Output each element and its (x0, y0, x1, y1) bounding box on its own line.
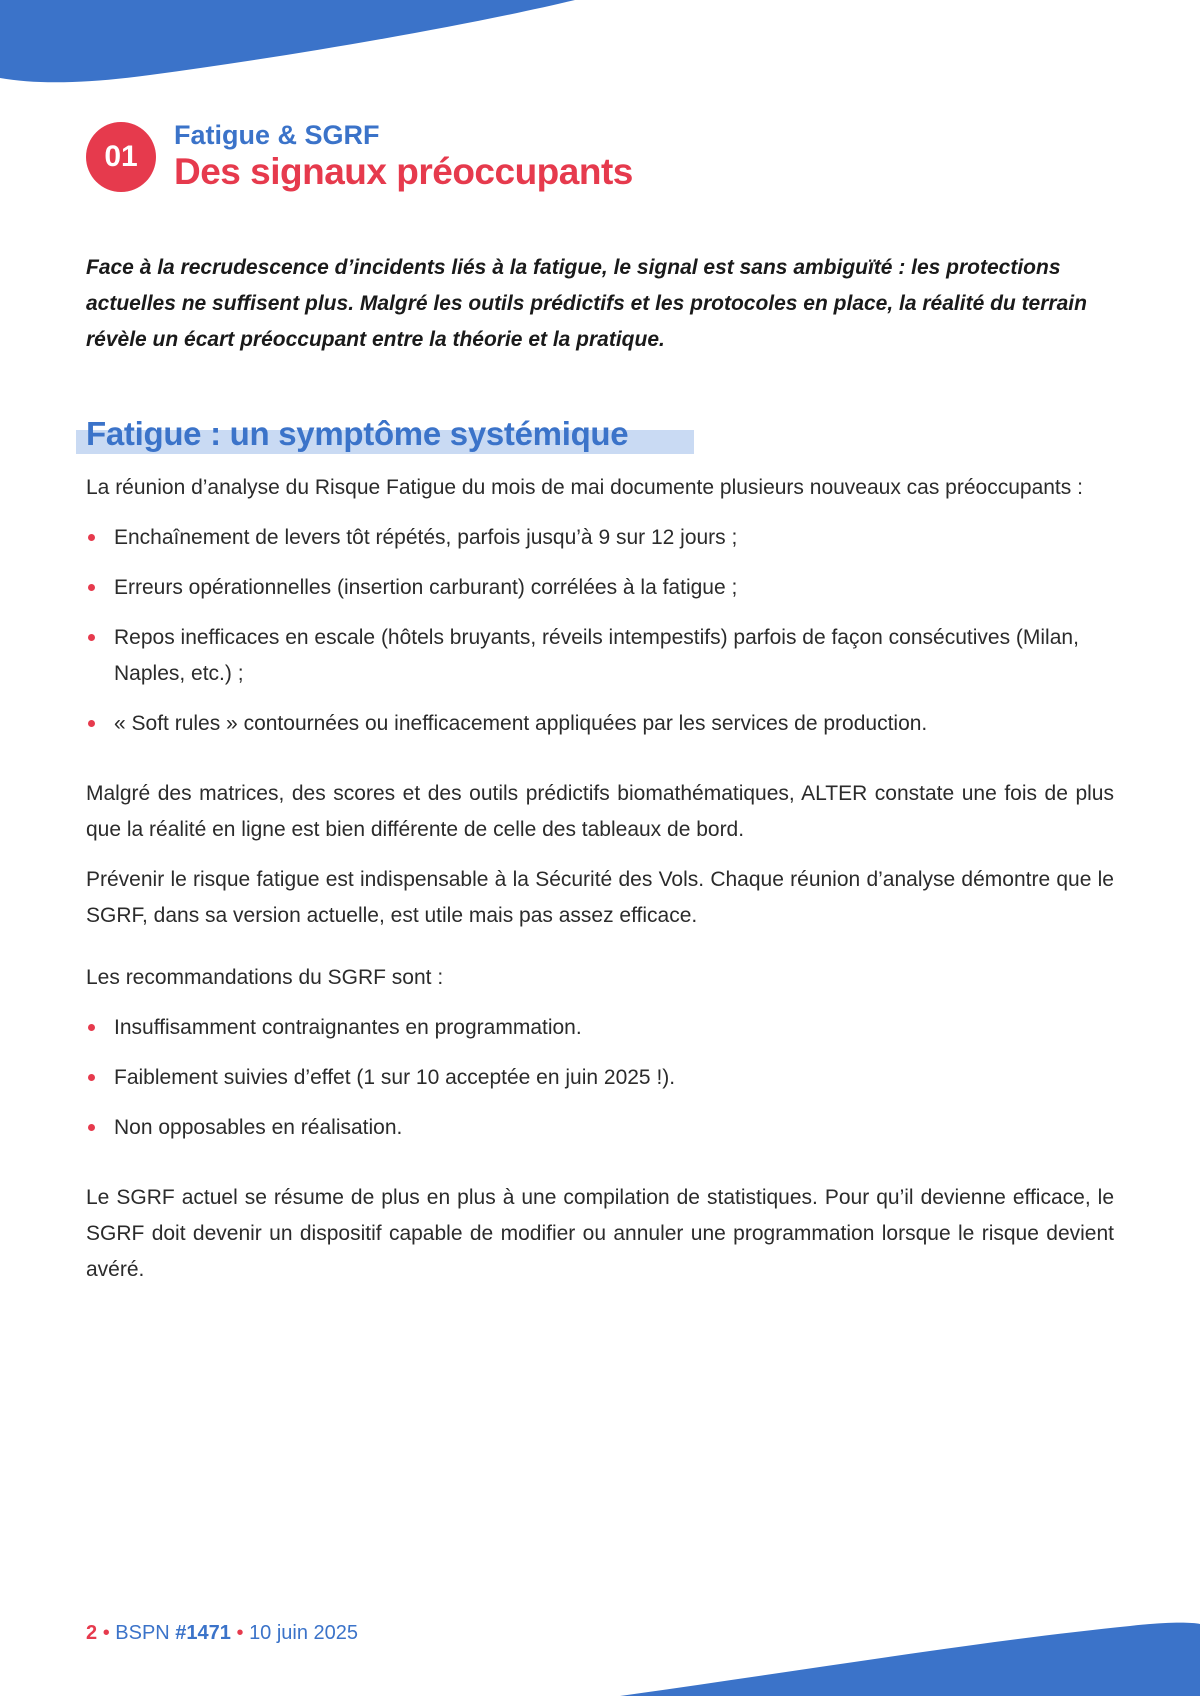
bullet-icon (88, 1074, 95, 1081)
list-item (86, 1010, 1114, 1046)
paragraph-conclusion: Le SGRF actuel se résume de plus en plus à une compilation de statistiques. Pour qu’il devienne efficace, le SGRF doit devenir un dispositif capable de modifier ou annuler une programmation lorsque le risque devient avéré. (86, 1186, 1114, 1281)
list-item (86, 570, 1114, 606)
issue-number: #1471 (175, 1622, 231, 1644)
top-wave-decoration (0, 0, 1200, 90)
bullet-icon (88, 1124, 95, 1131)
paragraph-recommendations-intro: Les recommandations du SGRF sont : (86, 966, 444, 989)
paragraph-prevention: Prévenir le risque fatigue est indispensable à la Sécurité des Vols. Chaque réunion d’analyse démontre que le SGRF, dans sa version actuelle, est utile mais pas assez efficace. (86, 868, 1114, 927)
publication-name: BSPN (115, 1622, 170, 1644)
list-item (86, 706, 1114, 742)
section-number-badge: 01 (86, 122, 156, 192)
article-body (86, 470, 1114, 1302)
intro-paragraph: Face à la recrudescence d’incidents liés à la fatigue, le signal est sans ambiguïté : les protections actuelles ne suffisent plus. Malgré les outils prédictifs et les protocoles en place, la réalité du terrain révèle un écart préoccupant entre la théorie et la pratique. (86, 256, 1087, 351)
list-item-text: Erreurs opérationnelles (insertion carburant) corrélées à la fatigue ; (114, 576, 738, 599)
paragraph-cases-intro: La réunion d’analyse du Risque Fatigue du mois de mai documente plusieurs nouveaux cas préoccupants : (86, 476, 1083, 499)
section-kicker: Fatigue & SGRF (174, 120, 380, 150)
bottom-wave-decoration (0, 1616, 1200, 1696)
section-titles (174, 120, 633, 194)
separator-dot: • (236, 1622, 244, 1644)
list-item-text: « Soft rules » contournées ou inefficacement appliquées par les services de production. (114, 712, 928, 735)
list-item-text: Insuffisamment contraignantes en programmation. (114, 1016, 582, 1039)
separator-dot: • (102, 1622, 110, 1644)
list-item (86, 520, 1114, 556)
bullet-icon (88, 720, 95, 727)
list-item-text: Repos inefficaces en escale (hôtels bruyants, réveils intempestifs) parfois de façon consécutives (Milan, Naples, etc.) ; (114, 626, 1079, 685)
section-header (86, 120, 633, 194)
bullet-icon (88, 584, 95, 591)
page-title: Des signaux préoccupants (174, 151, 633, 192)
recommendations-list (86, 1010, 1114, 1146)
subheading-block (76, 412, 628, 456)
bullet-icon (88, 634, 95, 641)
list-item (86, 1060, 1114, 1096)
bullet-icon (88, 534, 95, 541)
list-item-text: Enchaînement de levers tôt répétés, parfois jusqu’à 9 sur 12 jours ; (114, 526, 738, 549)
publication-date: 10 juin 2025 (249, 1622, 359, 1644)
cases-list (86, 520, 1114, 742)
list-item-text: Faiblement suivies d’effet (1 sur 10 acceptée en juin 2025 !). (114, 1066, 676, 1089)
paragraph-matrices: Malgré des matrices, des scores et des outils prédictifs biomathématiques, ALTER constate une fois de plus que la réalité en ligne est bien différente de celle des tableaux de bord. (86, 782, 1114, 841)
subheading: Fatigue : un symptôme systémique (86, 415, 629, 452)
list-item (86, 1110, 1114, 1146)
page-number: 2 (86, 1622, 98, 1644)
list-item-text: Non opposables en réalisation. (114, 1116, 403, 1139)
list-item (86, 620, 1114, 692)
bullet-icon (88, 1024, 95, 1031)
